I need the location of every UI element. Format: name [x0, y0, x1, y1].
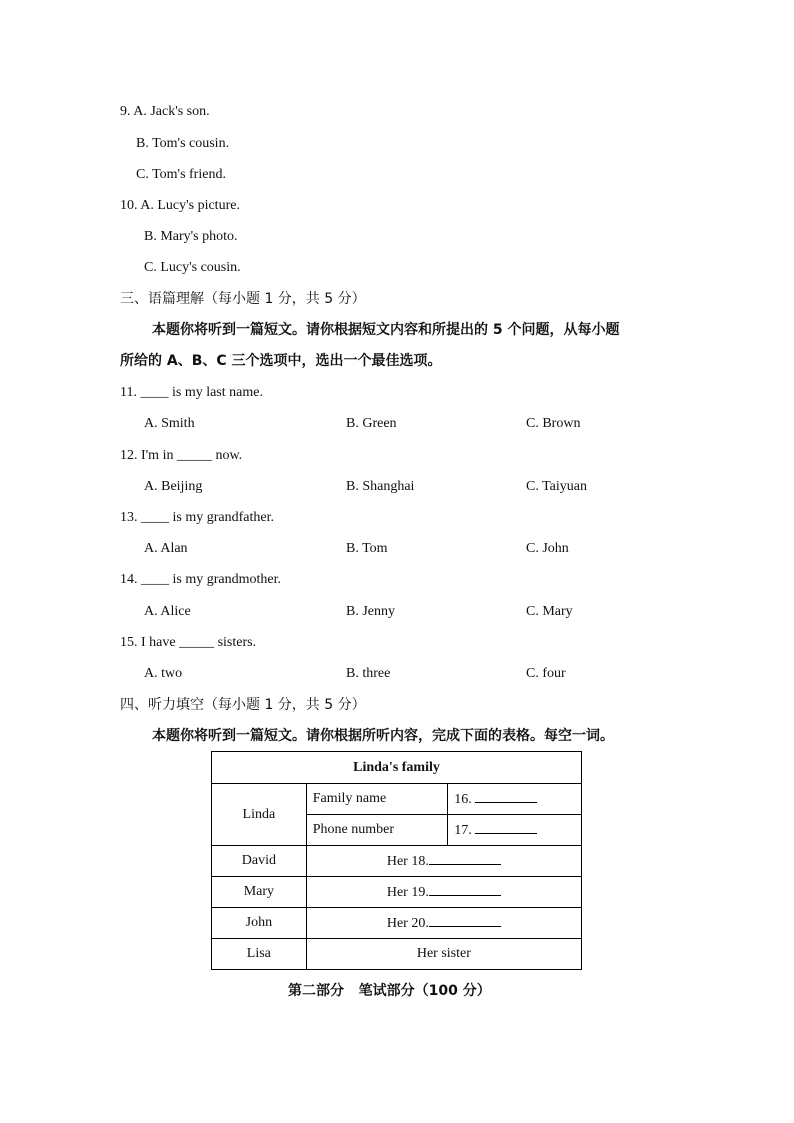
q9-option-c: C. Tom's friend.: [136, 167, 226, 182]
table-cell-blank-17[interactable]: 17.: [448, 815, 582, 846]
q10-option-a: 10. A. Lucy's picture.: [120, 198, 240, 213]
q15-option-a: A. two: [144, 666, 183, 681]
table-title: Linda's family: [212, 752, 582, 784]
answer-blank-19[interactable]: [429, 883, 501, 896]
q14-option-c: C. Mary: [526, 604, 573, 619]
section4-heading: 四、听力填空（每小题 1 分，共 5 分）: [120, 697, 366, 713]
section3-heading: 三、语篇理解（每小题 1 分，共 5 分）: [120, 291, 366, 307]
table-cell-phone-label: Phone number: [306, 815, 448, 846]
q11-option-c: C. Brown: [526, 416, 581, 431]
q13-option-a: A. Alan: [144, 541, 188, 556]
q9-option-a: 9. A. Jack's son.: [120, 104, 210, 119]
q15-option-b: B. three: [346, 666, 391, 681]
q15-stem: 15. I have _____ sisters.: [120, 635, 257, 650]
q11-stem: 11. ____ is my last name.: [120, 385, 263, 400]
table-cell-name: David: [212, 846, 307, 877]
answer-blank-16[interactable]: [475, 790, 537, 803]
part2-heading: 第二部分 笔试部分（100 分）: [288, 983, 491, 999]
q10-option-b: B. Mary's photo.: [144, 229, 238, 244]
q13-option-b: B. Tom: [346, 541, 388, 556]
q9-option-b: B. Tom's cousin.: [136, 136, 230, 151]
q13-stem: 13. ____ is my grandfather.: [120, 510, 274, 525]
q14-stem: 14. ____ is my grandmother.: [120, 572, 281, 587]
table-cell-name: John: [212, 908, 307, 939]
q15-option-c: C. four: [526, 666, 566, 681]
family-table: [211, 751, 582, 970]
table-cell-relation[interactable]: Her 20.: [306, 908, 581, 939]
q14-option-a: A. Alice: [144, 604, 191, 619]
q11-option-a: A. Smith: [144, 416, 195, 431]
table-cell-name: Lisa: [212, 939, 307, 970]
table-cell-relation[interactable]: Her 18.: [306, 846, 581, 877]
q13-option-c: C. John: [526, 541, 569, 556]
q12-option-b: B. Shanghai: [346, 479, 415, 494]
table-cell-relation: Her sister: [306, 939, 581, 970]
q12-stem: 12. I'm in _____ now.: [120, 448, 243, 463]
q12-option-c: C. Taiyuan: [526, 479, 587, 494]
table-cell-name: Mary: [212, 877, 307, 908]
answer-blank-18[interactable]: [429, 852, 501, 865]
answer-blank-20[interactable]: [429, 914, 501, 927]
table-cell-blank-16[interactable]: 16.: [448, 784, 582, 815]
q14-option-b: B. Jenny: [346, 604, 395, 619]
q11-option-b: B. Green: [346, 416, 397, 431]
section3-instruction-line2: 所给的 A、B、C 三个选项中，选出一个最佳选项。: [120, 353, 442, 369]
table-cell-family-name-label: Family name: [306, 784, 448, 815]
q10-option-c: C. Lucy's cousin.: [144, 260, 241, 275]
section4-instruction: 本题你将听到一篇短文。请你根据所听内容，完成下面的表格。每空一词。: [152, 728, 614, 744]
q12-option-a: A. Beijing: [144, 479, 203, 494]
table-cell-linda: Linda: [212, 784, 307, 846]
section3-instruction-line1: 本题你将听到一篇短文。请你根据短文内容和所提出的 5 个问题，从每小题: [152, 322, 620, 338]
answer-blank-17[interactable]: [475, 821, 537, 834]
table-cell-relation[interactable]: Her 19.: [306, 877, 581, 908]
